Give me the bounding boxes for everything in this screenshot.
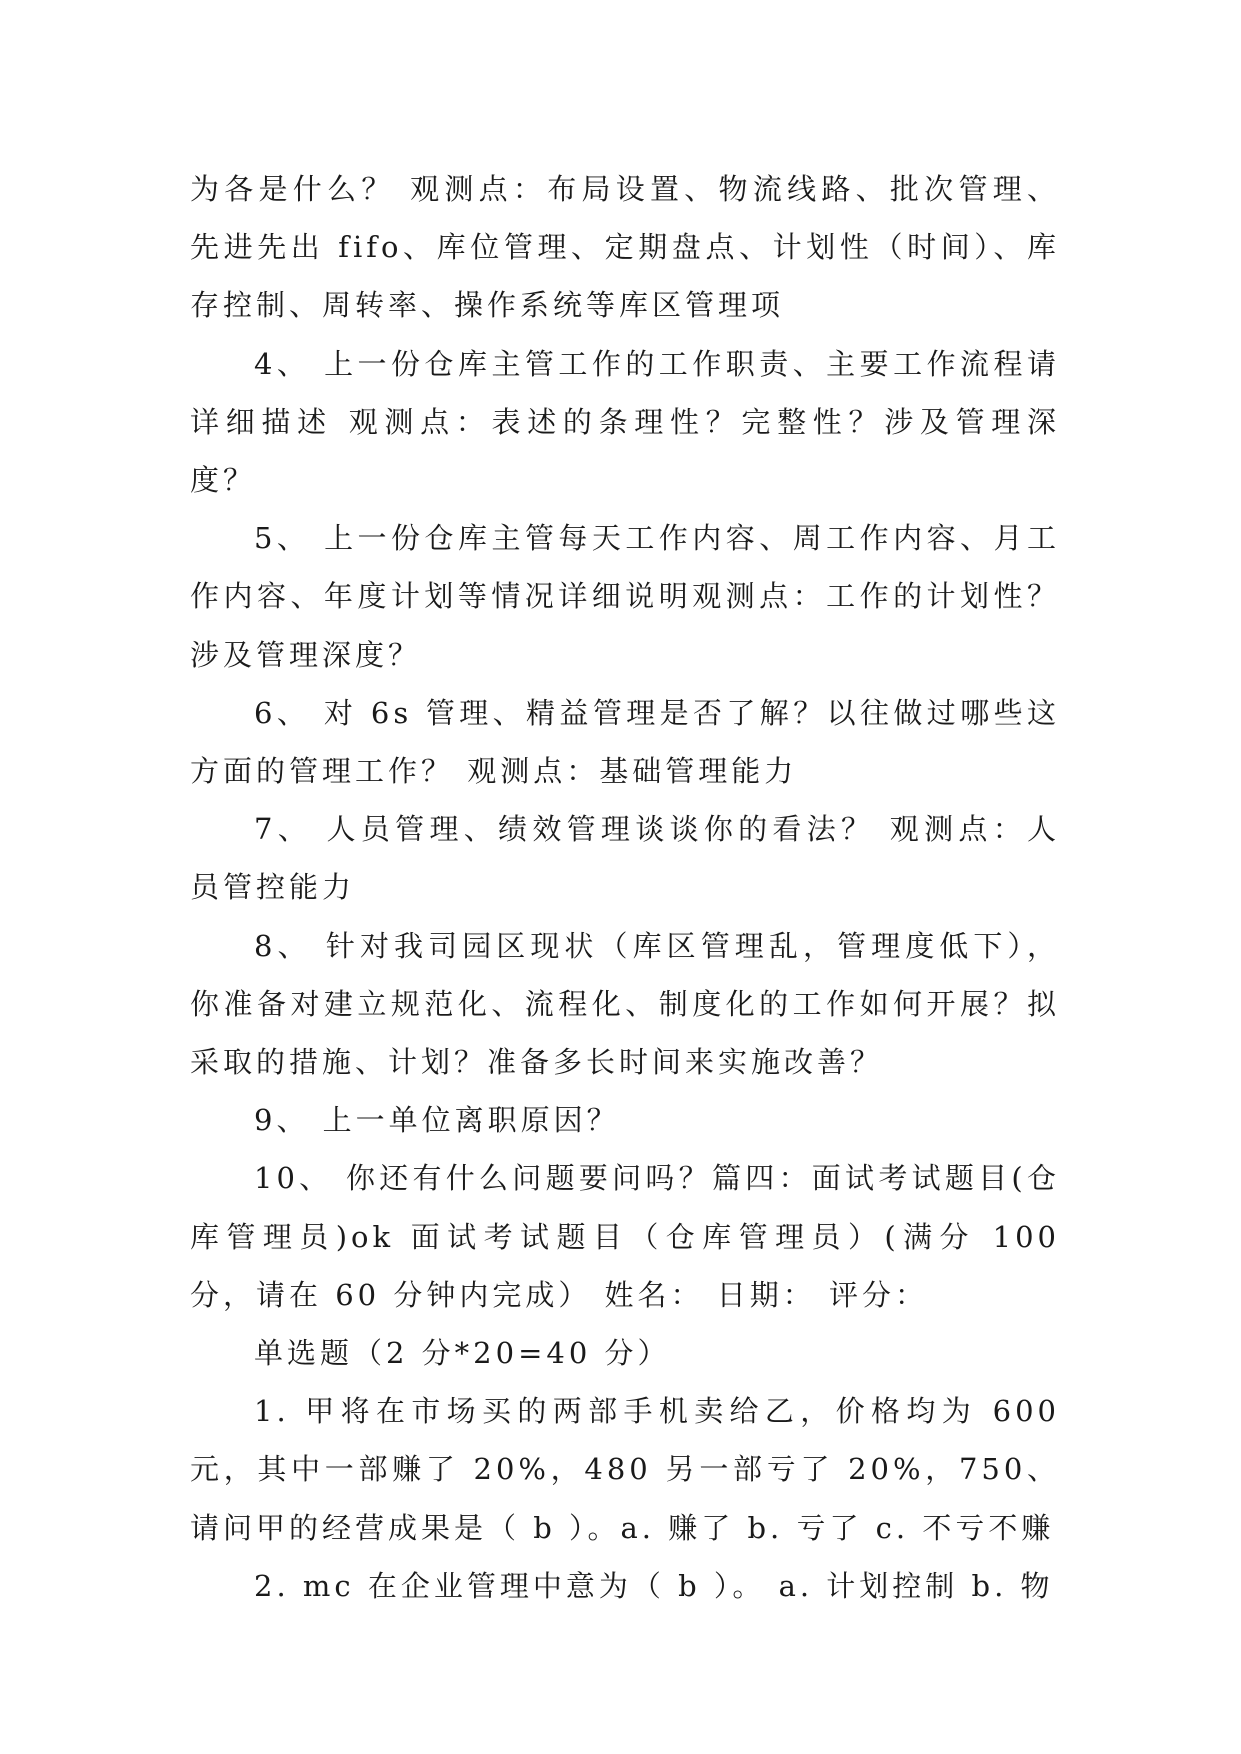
paragraph-question-4: 4、 上一份仓库主管工作的工作职责、主要工作流程请详细描述 观测点：表述的条理性？完整性？涉及管理深度？ <box>190 346 1060 498</box>
paragraph-question-7: 7、 人员管理、绩效管理谈谈你的看法？ 观测点：人员管控能力 <box>190 812 1060 905</box>
paragraph-question-8: 8、 针对我司园区现状（库区管理乱，管理度低下），你准备对建立规范化、流程化、制度化的工作如何开展？拟采取的措施、计划？准备多长时间来实施改善？ <box>190 928 1060 1080</box>
paragraph-question-6: 6、 对 6s 管理、精益管理是否了解？以往做过哪些这方面的管理工作？ 观测点：基础管理能力 <box>190 695 1060 789</box>
document-page <box>190 160 1060 1615</box>
paragraph-question-9: 9、 上一单位离职原因？ <box>254 1103 620 1138</box>
paragraph-question-10: 10、 你还有什么问题要问吗？篇四：面试考试题目(仓库管理员)ok 面试考试题目（仓库管理员）(满分 100 分，请在 60 分钟内完成） 姓名： 日期： 评分： <box>190 1161 1060 1312</box>
section-heading-single-choice: 单选题（2 分*20=40 分） <box>254 1336 671 1371</box>
paragraph-1: 为各是什么？ 观测点：布局设置、物流线路、批次管理、先进先出 fifo、库位管理、定期盘点、计划性（时间）、库存控制、周转率、操作系统等库区管理项 <box>190 172 1060 323</box>
paragraph-choice-1: 1. 甲将在市场买的两部手机卖给乙，价格均为 600 元，其中一部赚了 20%，480 另一部亏了 20%，750、请问甲的经营成果是（ b ）。a. 赚了 b. 亏了 c. 不亏不赚 <box>190 1394 1060 1545</box>
paragraph-question-5: 5、 上一份仓库主管每天工作内容、周工作内容、月工作内容、年度计划等情况详细说明观测点：工作的计划性？涉及管理深度？ <box>190 521 1060 672</box>
paragraph-choice-2: 2. mc 在企业管理中意为（ b ）。 a. 计划控制 b. 物 <box>254 1568 1054 1603</box>
